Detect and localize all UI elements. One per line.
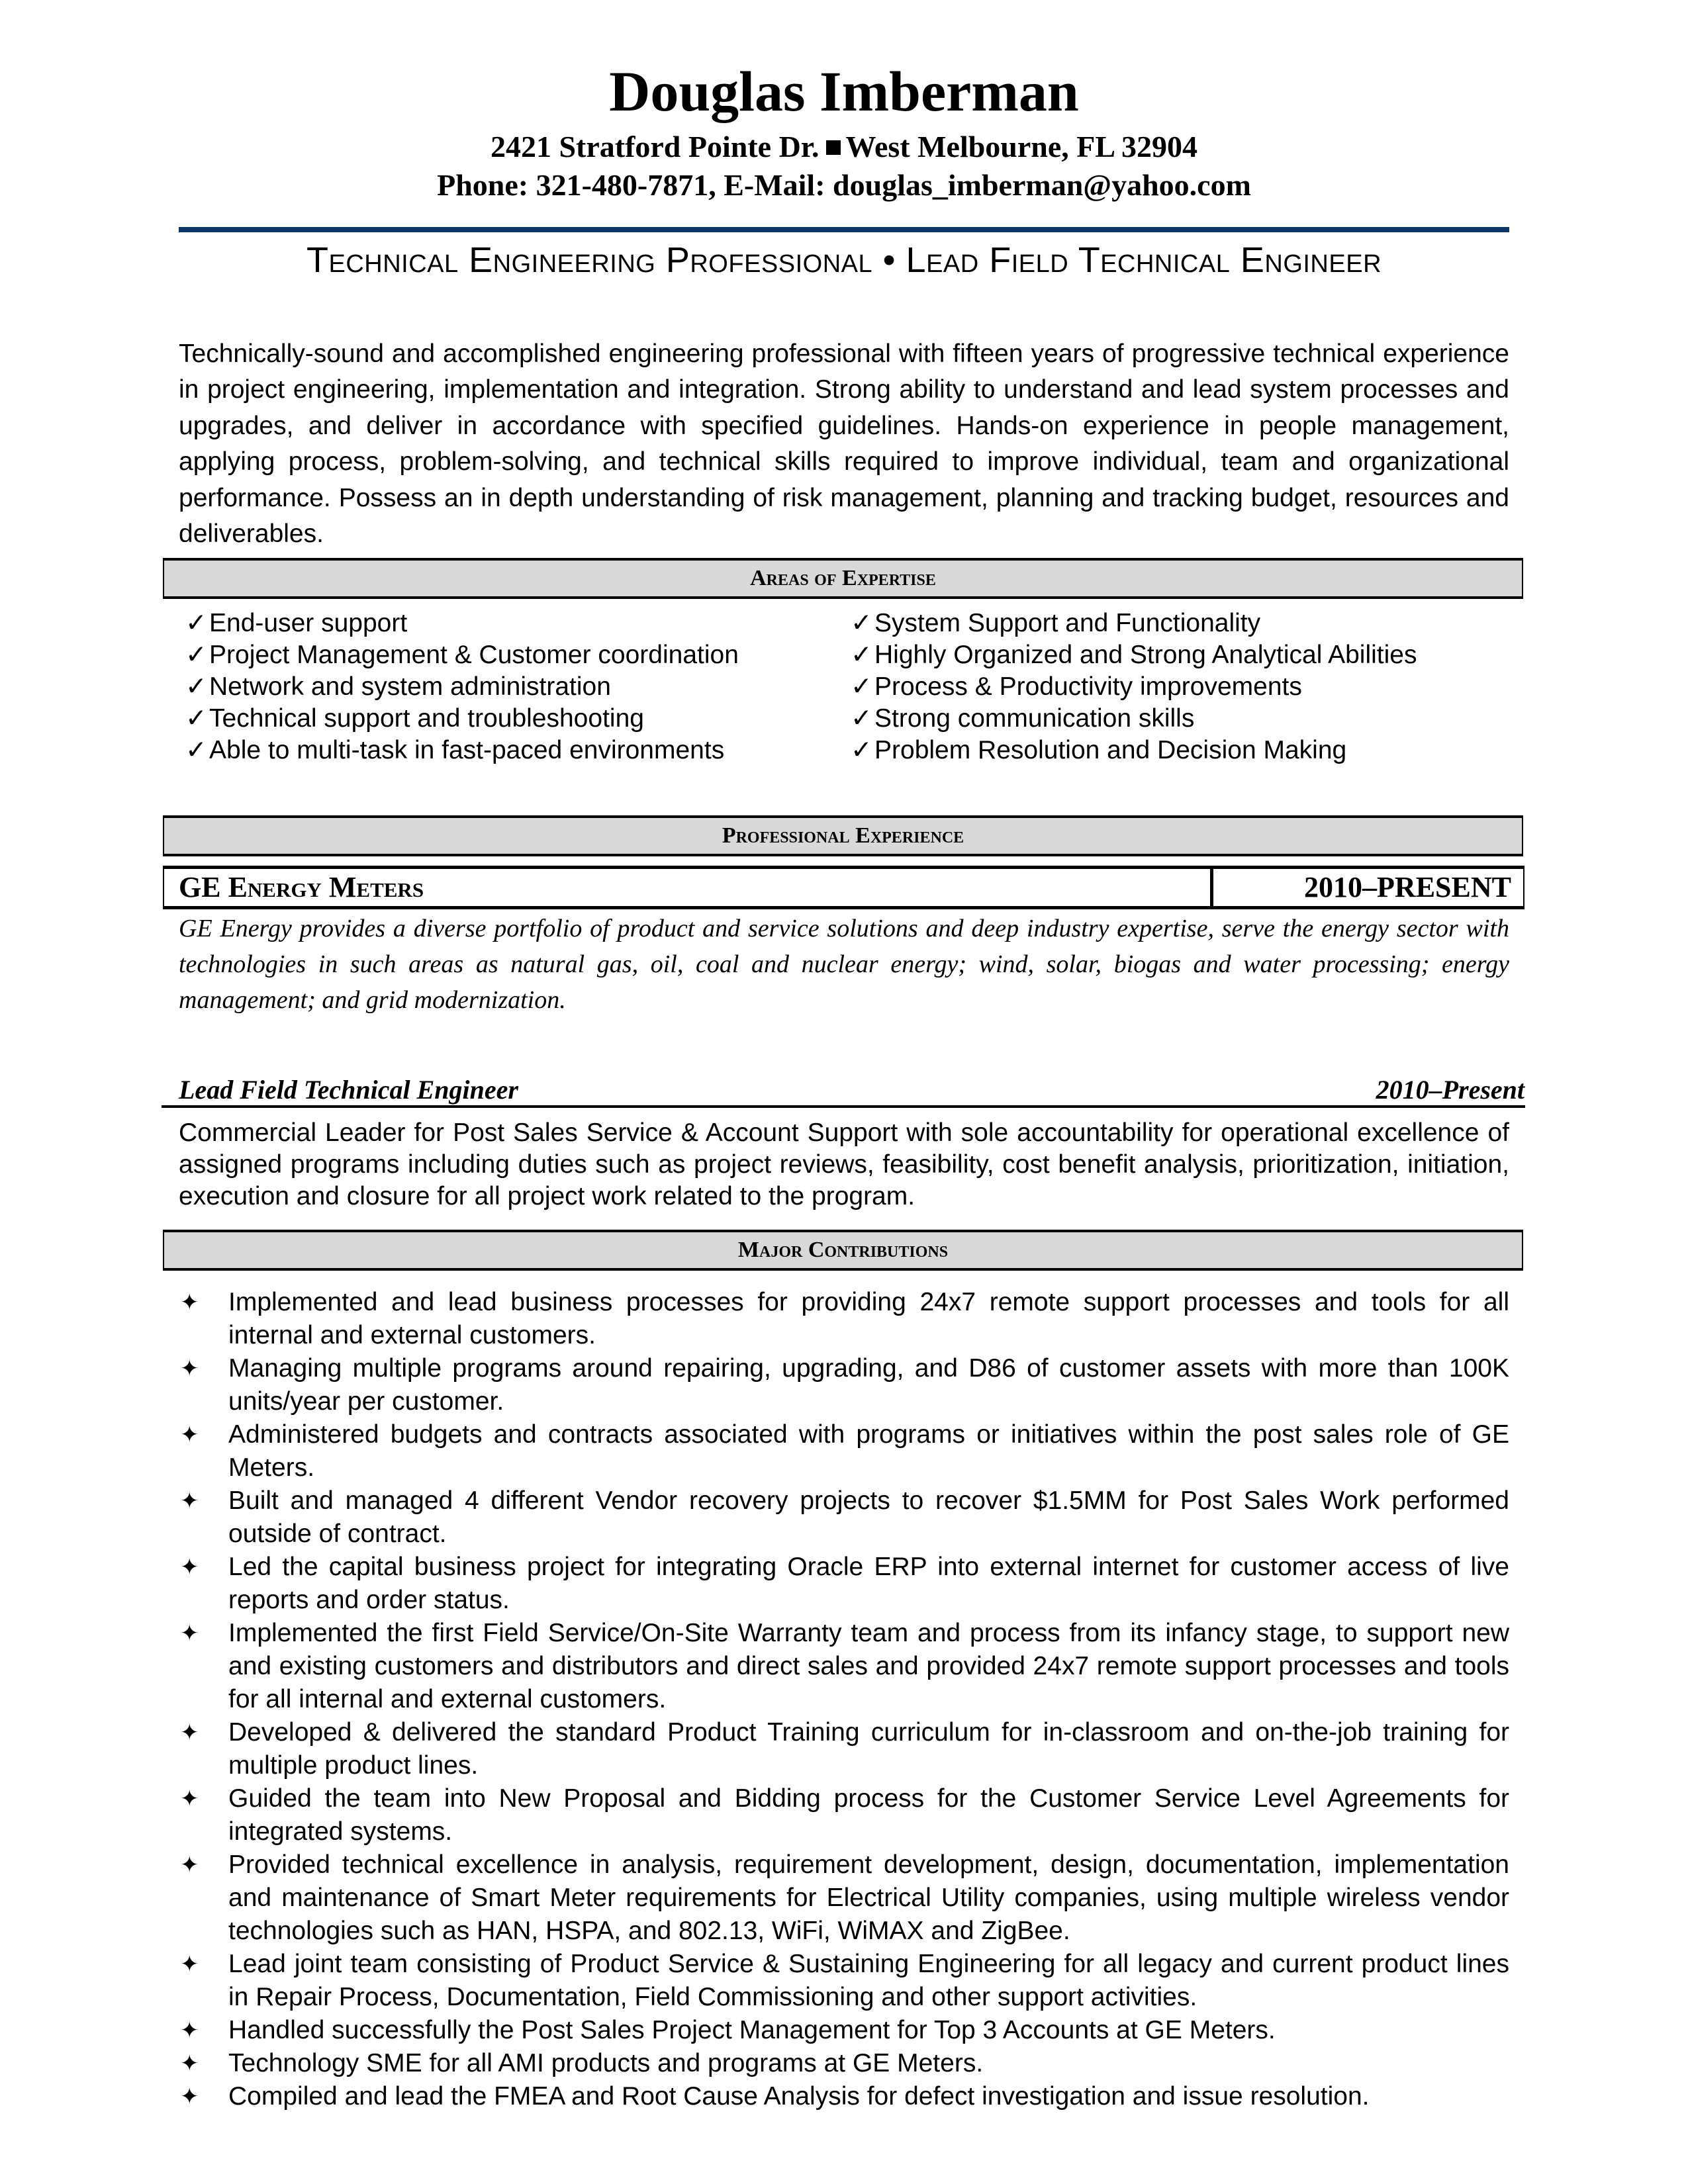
- contribution-text: Led the capital business project for integrating Oracle ERP into external internet for customer access of live reports and order status.: [228, 1553, 1509, 1614]
- checkmark-icon: ✓: [185, 672, 207, 701]
- expertise-label: Project Management & Customer coordination: [209, 641, 739, 669]
- checkmark-icon: ✓: [851, 704, 872, 733]
- contribution-item: [179, 2014, 1509, 2047]
- role-divider: [162, 1105, 1525, 1108]
- expertise-list-left: [185, 608, 847, 766]
- contribution-text: Guided the team into New Proposal and Bidding process for the Customer Service Level Agreements for integrated systems.: [228, 1784, 1509, 1846]
- expertise-item: [185, 735, 847, 766]
- contribution-text: Handled successfully the Post Sales Project Management for Top 3 Accounts at GE Meters.: [228, 2016, 1276, 2044]
- contribution-text: Technology SME for all AMI products and programs at GE Meters.: [228, 2049, 984, 2077]
- expertise-item: [185, 608, 847, 639]
- candidate-name: Douglas Imberman: [609, 60, 1079, 123]
- checkmark-icon: ✓: [851, 609, 872, 637]
- expertise-list-right: [851, 608, 1513, 766]
- star-bullet-icon: ✦: [180, 2018, 199, 2043]
- expertise-label: System Support and Functionality: [874, 609, 1261, 637]
- contributions-list: [179, 1286, 1509, 2113]
- checkmark-icon: ✓: [185, 736, 207, 764]
- expertise-item: [851, 639, 1513, 671]
- checkmark-icon: ✓: [185, 641, 207, 669]
- contribution-text: Developed & delivered the standard Product Training curriculum for in-classroom and on-the-job training for multiple product lines.: [228, 1718, 1509, 1780]
- contribution-item: [179, 1948, 1509, 2014]
- expertise-label: Technical support and troubleshooting: [209, 704, 644, 733]
- star-bullet-icon: ✦: [180, 1621, 199, 1646]
- star-bullet-icon: ✦: [180, 1952, 199, 1977]
- contribution-item: [179, 1352, 1509, 1418]
- checkmark-icon: ✓: [851, 641, 872, 669]
- section-heading-areas-of-expertise: Areas of Expertise: [163, 558, 1523, 599]
- section-heading-professional-experience: Professional Experience: [163, 815, 1523, 856]
- contribution-item: [179, 1551, 1509, 1617]
- table-divider: [1210, 869, 1213, 906]
- summary-paragraph: Technically-sound and accomplished engineering professional with fifteen years of progressive technical experience in project engineering, implementation and integration. Strong ability to understand and lead system processes and upgrades, and deliver in accordance with specified guidelines. Hands-on experience in people management, applying process, problem-solving, and technical skills required to improve individual, team and organizational performance. Possess an in depth understanding of risk management, planning and tracking budget, resources and deliverables.: [179, 340, 1509, 549]
- expertise-item: [851, 608, 1513, 639]
- role-summary: Commercial Leader for Post Sales Service & Account Support with sole accountability for operational excellence of assigned programs including duties such as project reviews, feasibility, cost benefit analysis, prioritization, initiation, execution and closure for all project work related to the program.: [179, 1118, 1509, 1210]
- contribution-item: [179, 1716, 1509, 1782]
- expertise-item: [851, 703, 1513, 735]
- star-bullet-icon: ✦: [180, 1720, 199, 1745]
- contribution-text: Implemented the first Field Service/On-Site Warranty team and process from its infancy stage, to support new and existing customers and distributors and direct sales and provided 24x7 remote support processes and tools for all internal and external customers.: [228, 1619, 1509, 1713]
- checkmark-icon: ✓: [185, 609, 207, 637]
- expertise-label: Strong communication skills: [874, 704, 1195, 733]
- address-street: 2421 Stratford Pointe Dr.: [490, 130, 820, 163]
- contribution-text: Administered budgets and contracts associated with programs or initiatives within the post sales role of GE Meters.: [228, 1420, 1509, 1482]
- role-dates: 2010–Present: [1376, 1075, 1524, 1105]
- contribution-text: Built and managed 4 different Vendor recovery projects to recover $1.5MM for Post Sales Work performed outside of contract.: [228, 1486, 1509, 1548]
- checkmark-icon: ✓: [185, 704, 207, 733]
- address-line: [0, 128, 1688, 165]
- checkmark-icon: ✓: [851, 736, 872, 764]
- expertise-label: Network and system administration: [209, 672, 611, 701]
- expertise-item: [851, 671, 1513, 703]
- contact-line: Phone: 321-480-7871, E-Mail: douglas_imberman@yahoo.com: [437, 168, 1251, 202]
- contribution-text: Provided technical excellence in analysis, requirement development, design, documentation, implementation and maintenance of Smart Meter requirements for Electrical Utility companies, using multiple wireless vendor technologies such as HAN, HSPA, and 802.13, WiFi, WiMAX and ZigBee.: [228, 1850, 1509, 1945]
- section-heading-major-contributions: Major Contributions: [163, 1230, 1523, 1271]
- expertise-label: Problem Resolution and Decision Making: [874, 736, 1347, 764]
- expertise-label: Highly Organized and Strong Analytical Abilities: [874, 641, 1417, 669]
- star-bullet-icon: ✦: [180, 1356, 199, 1381]
- star-bullet-icon: ✦: [180, 1422, 199, 1447]
- professional-headline: Technical Engineering Professional • Lead Field Technical Engineer: [306, 240, 1382, 280]
- star-bullet-icon: ✦: [180, 1852, 199, 1878]
- contribution-item: [179, 2080, 1509, 2113]
- star-bullet-icon: ✦: [180, 2084, 199, 2109]
- expertise-label: Able to multi-task in fast-paced environments: [209, 736, 725, 764]
- expertise-item: [185, 703, 847, 735]
- checkmark-icon: ✓: [851, 672, 872, 701]
- contribution-item: [179, 1617, 1509, 1716]
- expertise-item: [851, 735, 1513, 766]
- company-name: GE Energy Meters: [179, 871, 424, 903]
- contribution-item: [179, 1286, 1509, 1352]
- expertise-label: Process & Productivity improvements: [874, 672, 1302, 701]
- square-separator-icon: [826, 140, 841, 155]
- star-bullet-icon: ✦: [180, 1786, 199, 1811]
- address-city: West Melbourne, FL 32904: [845, 130, 1198, 163]
- contribution-text: Compiled and lead the FMEA and Root Cause Analysis for defect investigation and issue resolution.: [228, 2082, 1370, 2111]
- header-divider: [179, 227, 1509, 232]
- company-dates: 2010–PRESENT: [1304, 871, 1511, 903]
- star-bullet-icon: ✦: [180, 1488, 199, 1514]
- star-bullet-icon: ✦: [180, 1555, 199, 1580]
- role-title: Lead Field Technical Engineer: [179, 1075, 518, 1105]
- contribution-text: Managing multiple programs around repairing, upgrading, and D86 of customer assets with more than 100K units/year per customer.: [228, 1354, 1509, 1416]
- contribution-item: [179, 1418, 1509, 1484]
- company-header-table: [163, 866, 1524, 909]
- expertise-item: [185, 639, 847, 671]
- star-bullet-icon: ✦: [180, 1290, 199, 1315]
- contribution-text: Implemented and lead business processes for providing 24x7 remote support processes and tools for all internal and external customers.: [228, 1288, 1509, 1349]
- contribution-item: [179, 2047, 1509, 2080]
- contribution-item: [179, 1848, 1509, 1948]
- star-bullet-icon: ✦: [180, 2051, 199, 2076]
- company-description: GE Energy provides a diverse portfolio of product and service solutions and deep industry expertise, serve the energy sector with technologies in such areas as natural gas, oil, coal and nuclear energy; wind, solar, biogas and water processing; energy management; and grid modernization.: [179, 915, 1509, 1014]
- expertise-item: [185, 671, 847, 703]
- contribution-item: [179, 1484, 1509, 1551]
- contribution-text: Lead joint team consisting of Product Service & Sustaining Engineering for all legacy and current product lines in Repair Process, Documentation, Field Commissioning and other support activities.: [228, 1950, 1509, 2011]
- contribution-item: [179, 1782, 1509, 1848]
- expertise-label: End-user support: [209, 609, 408, 637]
